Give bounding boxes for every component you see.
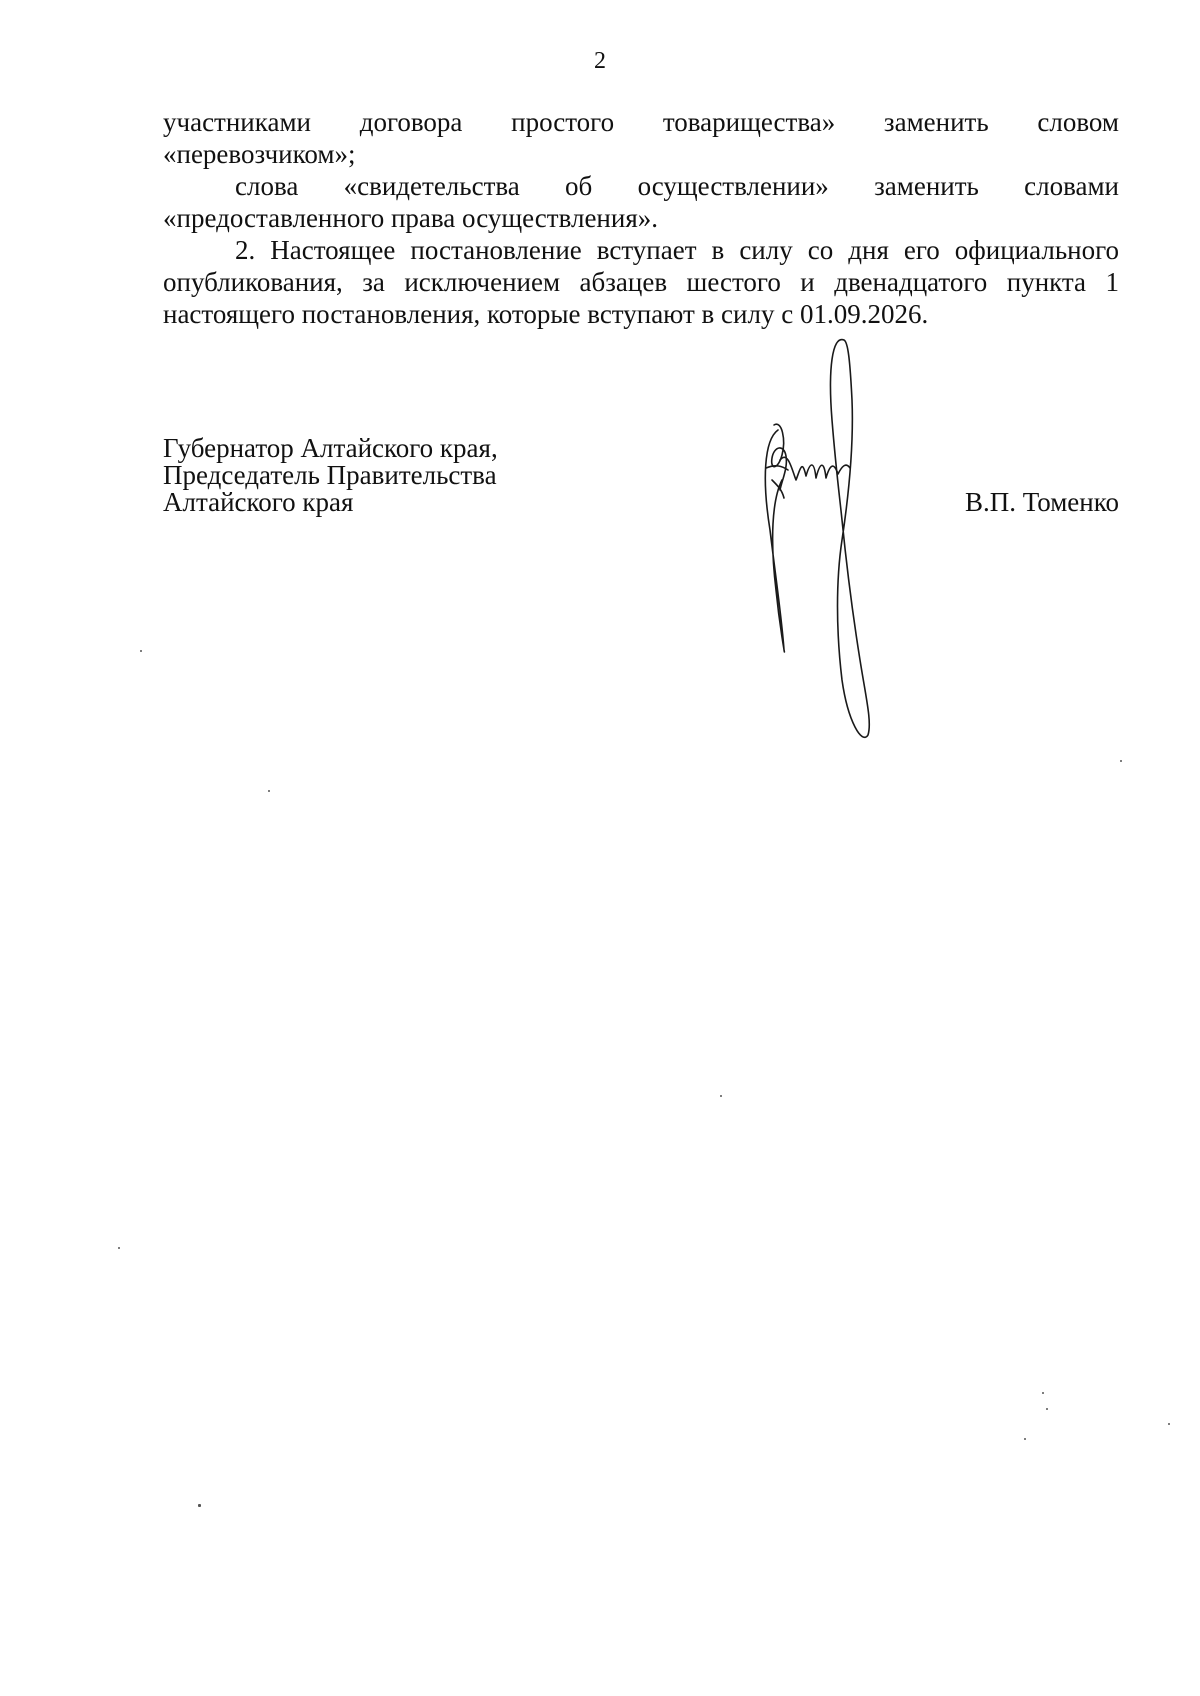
page-number: 2 <box>594 48 606 74</box>
scan-speck <box>1024 1438 1026 1440</box>
paragraph-effective-date: 2. Настоящее постановление вступает в силу со дня его официального опубликования, за исключением абзацев шестого и двенадцатого пункта 1 настоящего постановления, которые вступают в силу с 01.09.2026. <box>163 235 1119 329</box>
signatory-title-line: Губернатор Алтайского края, <box>163 433 498 463</box>
scan-speck <box>1046 1408 1048 1410</box>
scan-speck <box>140 650 142 652</box>
paragraph-replacement-end <box>163 202 1119 234</box>
scan-speck <box>118 1247 120 1249</box>
handwritten-signature <box>752 330 922 760</box>
body-text <box>163 106 1119 330</box>
text-line: «перевозчиком»; <box>163 139 356 169</box>
signatory-title-line: Алтайского края <box>163 487 354 517</box>
signatory-title-line: Председатель Правительства <box>163 460 497 490</box>
signature-block <box>163 435 1119 735</box>
scan-speck <box>1042 1392 1044 1394</box>
signatory-title <box>163 435 498 516</box>
scan-speck <box>1168 1423 1170 1425</box>
text-line: «предоставленного права осуществления». <box>163 203 658 233</box>
paragraph-replacement <box>163 170 1119 202</box>
paragraph-continuation <box>163 106 1119 170</box>
scan-speck <box>268 790 270 792</box>
scan-speck <box>720 1095 722 1097</box>
scan-speck <box>1120 760 1122 762</box>
scan-speck <box>198 1504 201 1507</box>
text-line: слова «свидетельства об осуществлении» заменить словами <box>235 171 1119 201</box>
text-line: участниками договора простого товарищества» заменить словом <box>163 107 1119 137</box>
signatory-name: В.П. Томенко <box>965 487 1119 517</box>
